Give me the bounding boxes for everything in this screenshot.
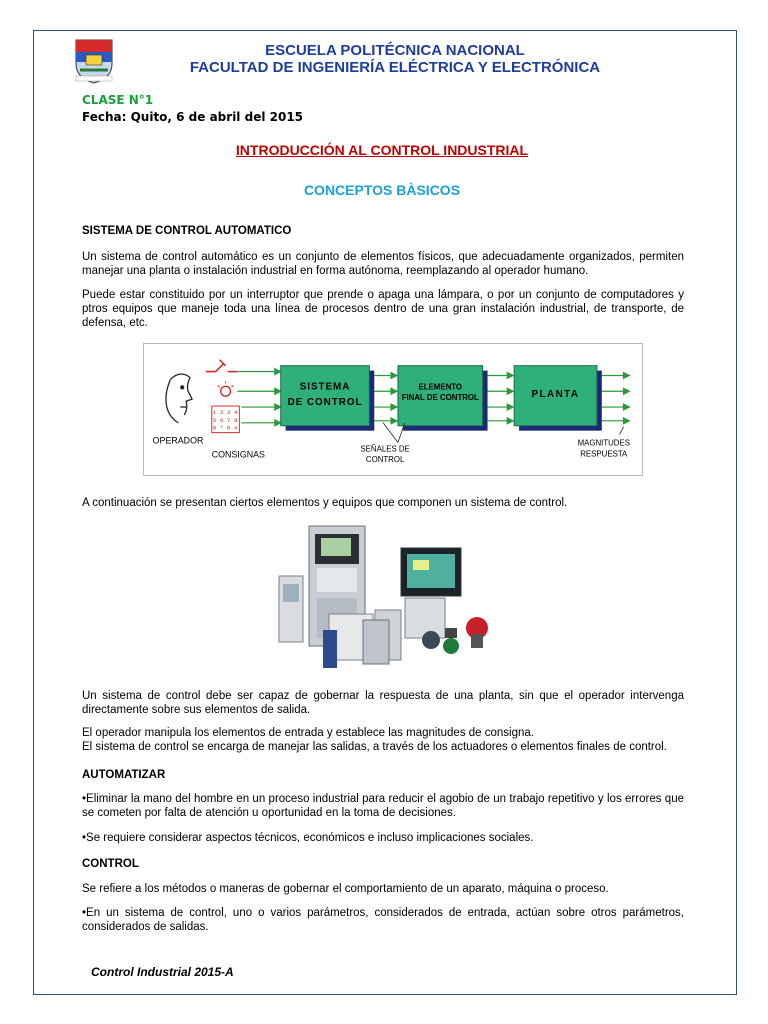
paragraph: •En un sistema de control, uno o varios parámetros, considerados de entrada, actúan sobre otros parámetros, considerados de salidas.: [82, 907, 684, 933]
control-signals-label: SEÑALES DE: [360, 444, 410, 454]
control-signals-label: CONTROL: [365, 455, 405, 465]
input-arrows: [237, 369, 280, 426]
output-arrows: [602, 373, 630, 424]
paragraph: A continuación se presentan ciertos elementos y equipos que componen un sistema de control.: [82, 497, 568, 509]
faculty-name: FACULTAD DE INGENIERÍA ELÉCTRICA Y ELECTRÓNICA: [189, 59, 601, 76]
paragraph: El operador manipula los elementos de entrada y establece las magnitudes de consigna.: [82, 727, 534, 739]
block-label: SISTEMA: [299, 381, 351, 393]
block-label: DE CONTROL: [287, 397, 363, 409]
response-magnitudes-label: RESPUESTA: [580, 449, 628, 459]
section-heading-control-system: SISTEMA DE CONTROL AUTOMATICO: [82, 225, 292, 237]
response-magnitudes-label: MAGNITUDES: [577, 438, 630, 448]
section-heading-control: CONTROL: [82, 858, 139, 870]
pointer-line: [383, 423, 398, 443]
paragraph: Un sistema de control debe ser capaz de gobernar la respuesta de una planta, sin que el operador intervenga directamente sobre sus elementos de salida.: [82, 690, 684, 716]
block-label: PLANTA: [531, 389, 580, 401]
actuator-arrows: [488, 373, 514, 424]
operator-label: OPERADOR: [152, 435, 204, 446]
institution-name: ESCUELA POLITÉCNICA NACIONAL: [265, 42, 525, 59]
date-line: Fecha: Quito, 6 de abril del 2015: [82, 110, 304, 124]
keypad-row: 5 6 7 8: [212, 416, 238, 424]
keypad-icon: [212, 406, 240, 433]
section-heading-automate: AUTOMATIZAR: [82, 769, 166, 781]
switch-icon: [206, 360, 238, 372]
block-label: FINAL DE CONTROL: [401, 393, 479, 403]
block-label: ELEMENTO: [418, 382, 463, 392]
lamp-icon: [218, 381, 234, 396]
control-system-block-diagram: [143, 343, 643, 476]
keypad-row: 1 2 3 4: [212, 408, 238, 416]
setpoints-label: CONSIGNAS: [211, 449, 265, 460]
university-logo: [72, 38, 116, 84]
class-number: CLASE N°1: [82, 93, 154, 107]
paragraph: •Eliminar la mano del hombre en un proceso industrial para reducir el agobio de un trabajo repetitivo y los errores que se cometen por falta de atención u oportunidad en la toma de decisiones.: [82, 793, 684, 819]
paragraph: Puede estar constituido por un interruptor que prende o apaga una lámpara, o por un conjunto de computadores y ptros equipos que maneje toda una línea de procesos dentro de una gran instalación industrial, de transporte, de defensa, etc.: [82, 289, 684, 329]
paragraph: •Se requiere considerar aspectos técnicos, económicos e incluso implicaciones sociales.: [82, 832, 534, 844]
page-footer: Control Industrial 2015-A: [91, 965, 234, 979]
pointer-line: [620, 427, 624, 435]
operator-face-icon: [166, 374, 192, 423]
paragraph: Se refiere a los métodos o maneras de gobernar el comportamiento de un aparato, máquina o proceso.: [82, 883, 609, 895]
paragraph: El sistema de control se encarga de manejar las salidas, a través de los actuadores o elementos finales de control.: [82, 741, 667, 753]
control-signal-arrows: [374, 373, 397, 424]
paragraph: Un sistema de control automático es un conjunto de elementos físicos, que adecuadamente organizados, permiten manejar una planta o instalación industrial en forma autónoma, reemplazando al operador humano.: [82, 251, 684, 277]
document-title: INTRODUCCIÓN AL CONTROL INDUSTRIAL: [235, 142, 529, 158]
page-border: [33, 30, 737, 995]
document-subtitle: CONCEPTOS BÀSICOS: [303, 182, 461, 198]
industrial-equipment-photo: [265, 518, 498, 680]
keypad-row: 9 * 0 #: [212, 424, 238, 432]
control-system-block: [281, 366, 370, 426]
